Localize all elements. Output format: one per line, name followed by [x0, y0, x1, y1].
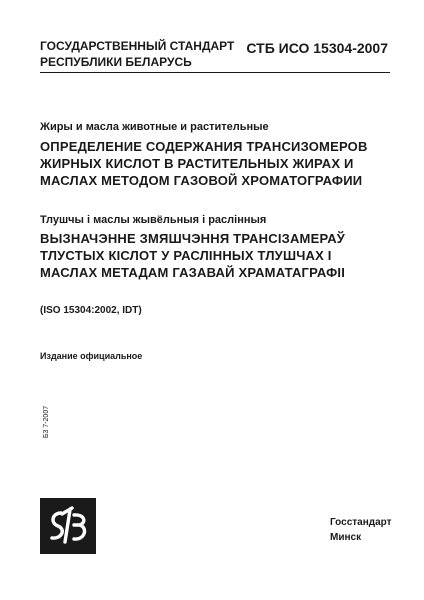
russian-title: [40, 138, 368, 189]
issuing-organization: [40, 38, 234, 70]
publisher-city: Минск: [330, 532, 362, 543]
title-line: ТЛУСТЫХ КІСЛОТ У РАСЛІННЫХ ТЛУШЧАХ І: [40, 248, 332, 263]
russian-subject: Жиры и масла животные и растительные: [40, 121, 269, 133]
edition-label: Издание официальное: [40, 351, 143, 361]
title-line: МАСЛАХ МЕТОДОМ ГАЗОВОЙ ХРОМАТОГРАФИИ: [40, 173, 363, 188]
title-line: МАСЛАХ МЕТАДАМ ГАЗАВАЙ ХРАМАТАГРАФІІ: [40, 265, 346, 280]
title-line: ОПРЕДЕЛЕНИЕ СОДЕРЖАНИЯ ТРАНСИЗОМЕРОВ: [40, 139, 368, 154]
belarusian-subject: Тлушчы і маслы жывёльныя і раслінныя: [40, 214, 267, 226]
organization-line: РЕСПУБЛИКИ БЕЛАРУСЬ: [40, 55, 192, 69]
organization-line: ГОСУДАРСТВЕННЫЙ СТАНДАРТ: [40, 39, 235, 53]
iso-reference: (ISO 15304:2002, IDT): [40, 305, 142, 316]
title-line: ВЫЗНАЧЭННЕ ЗМЯШЧЭННЯ ТРАНСІЗАМЕРАЎ: [40, 231, 346, 246]
belarusian-title: [40, 230, 345, 281]
standard-code: СТБ ИСО 15304-2007: [246, 40, 388, 56]
stb-emblem-icon: [40, 498, 96, 554]
publisher-block: [330, 515, 392, 545]
publisher-name: Госстандарт: [330, 517, 392, 528]
side-code: Б3 7-2007: [43, 405, 50, 439]
header-divider: [40, 72, 390, 73]
title-line: ЖИРНЫХ КИСЛОТ В РАСТИТЕЛЬНЫХ ЖИРАХ И: [40, 156, 354, 171]
